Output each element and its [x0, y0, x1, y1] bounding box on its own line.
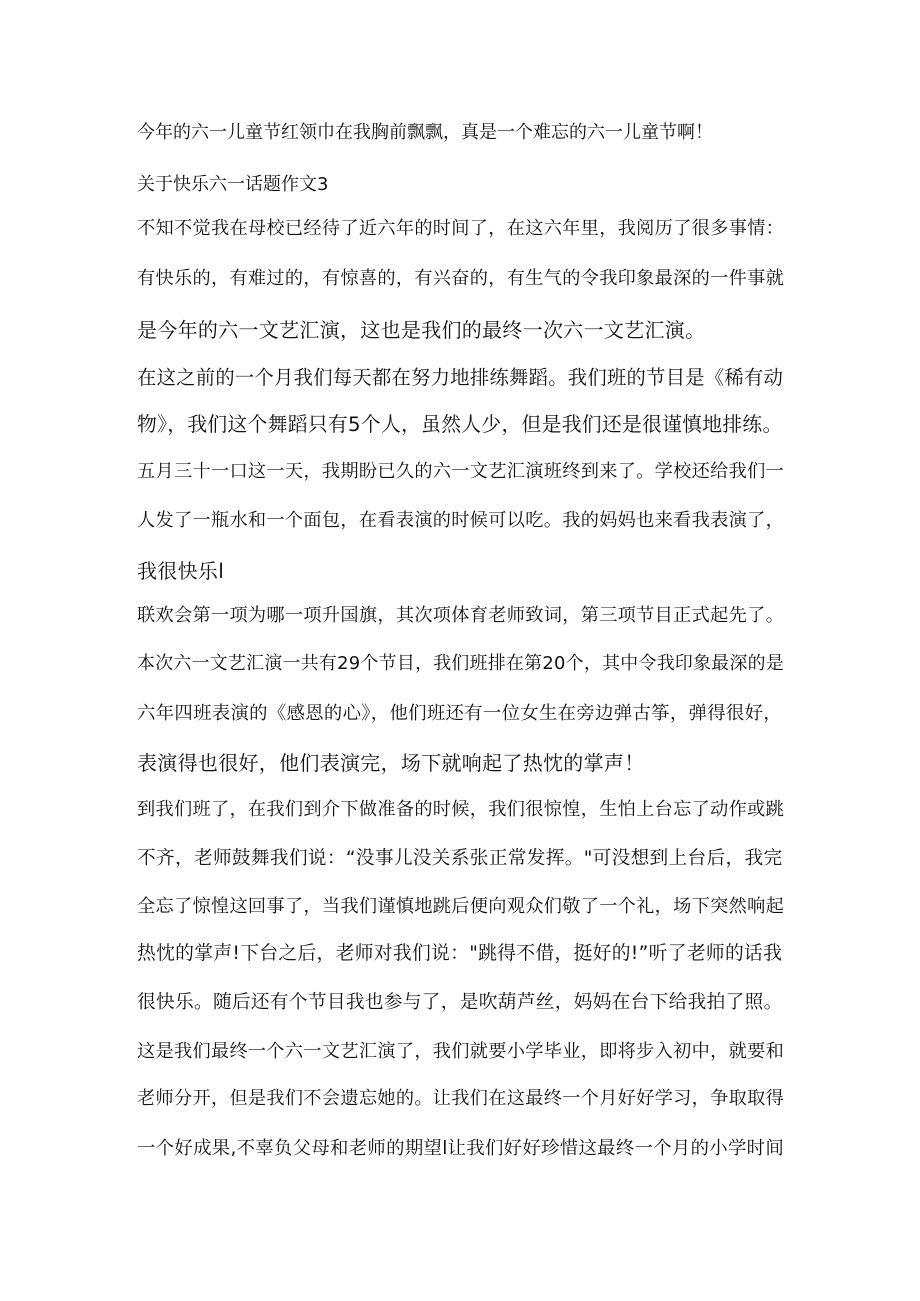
- paragraph-line: 本次六一文艺汇演一共有29个节目，我们班排在第20个，其中令我印象最深的是: [137, 653, 785, 674]
- paragraph-line: 五月三十一口这一天，我期盼已久的六一文艺汇演班终到来了。学校还给我们一: [137, 461, 785, 482]
- paragraph-line: 不知不觉我在母校已经待了近六年的时间了，在这六年里，我阅历了很多事情：: [137, 218, 785, 239]
- paragraph-line: 一个好成果,不辜负父母和老师的期望l让我们好好珍惜这最终一个月的小学时间: [137, 1138, 785, 1159]
- paragraph-line: 全忘了惊惶这回事了，当我们谨慎地跳后便向观众们敬了一个礼，场下突然响起: [137, 896, 785, 917]
- paragraph-line: 表演得也很好，他们表演完，场下就响起了热忱的掌声！: [137, 751, 645, 775]
- paragraph-line: 有快乐的，有难过的，有惊喜的，有兴奋的，有生气的令我印象最深的一件事就: [137, 268, 785, 289]
- paragraph-line: 热忱的掌声!下台之后，老师对我们说："跳得不借，挺好的!”听了老师的话我: [137, 943, 783, 964]
- paragraph-line: 这是我们最终一个六一文艺汇演了，我们就要小学毕业，即将步入初中，就要和: [137, 1041, 785, 1062]
- paragraph-line: 不齐，老师鼓舞我们说：“没事儿没关系张正常发挥。"可没想到上台后，我完: [137, 848, 783, 869]
- paragraph-line: 老师分开，但是我们不会遗忘她的。让我们在这最终一个月好好学习，争取取得: [137, 1088, 785, 1109]
- paragraph-line: 是今年的六一文艺汇演，这也是我们的最终一次六一文艺汇演。: [137, 318, 706, 342]
- paragraph-line: 到我们班了，在我们到介下做准备的时候，我们很惊惶，生怕上台忘了动作或跳: [137, 799, 785, 820]
- paragraph-line: 物》，我们这个舞蹈只有5个人，虽然人少，但是我们还是很谨慎地排练。: [137, 413, 783, 436]
- paragraph-line: 人发了一瓶水和一个面包，在看表演的时候可以吃。我的妈妈也来看我表演了，: [137, 510, 785, 531]
- paragraph-line: 我很快乐l: [137, 559, 225, 583]
- paragraph-line: 在这之前的一个月我们每天都在努力地排练舞蹈。我们班的节目是《稀有动: [137, 366, 784, 389]
- section-heading: 关于快乐六一话题作文3: [137, 174, 329, 195]
- paragraph-line: 很快乐。随后还有个节目我也参与了，是吹葫芦丝，妈妈在台下给我拍了照。: [137, 992, 783, 1013]
- paragraph-line: 六年四班表演的《感恩的心》，他们班还有一位女生在旁边弹古筝，弹得很好，: [137, 703, 782, 724]
- paragraph-line: 今年的六一儿童节红领巾在我胸前飘飘，真是一个难忘的六一儿童节啊！: [137, 122, 713, 143]
- paragraph-line: 联欢会第一项为哪一项升国旗，其次项体育老师致词，第三项节目正式起先了。: [137, 605, 785, 626]
